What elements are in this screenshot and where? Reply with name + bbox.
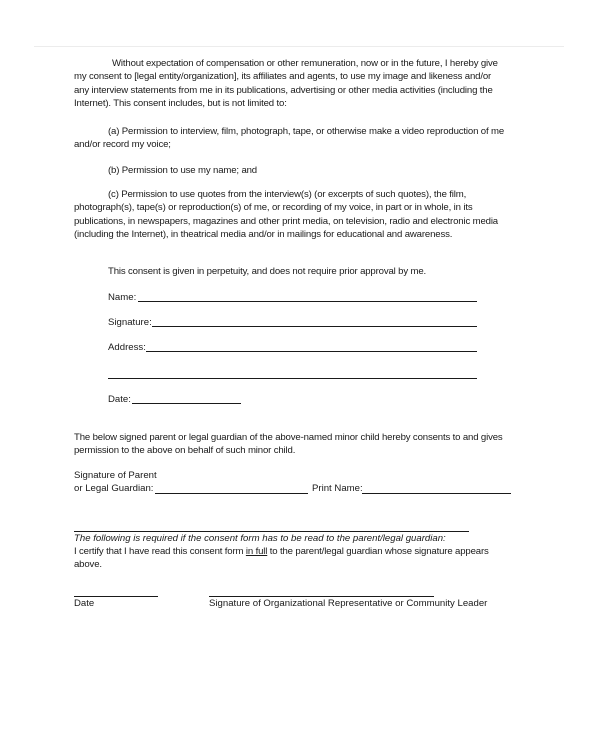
item-b-paragraph [108,164,257,177]
name-label: Name: [108,292,137,303]
guardian-paragraph [74,431,503,458]
certify-line-2: above. [74,559,102,571]
guardian-line: permission to the above on behalf of such minor child. [74,445,296,457]
intro-line: Internet). This consent includes, but is not limited to: [74,98,287,110]
address-input-line[interactable] [146,351,477,352]
certify-line: I certify that I have read this consent form in full to the parent/legal guardian whose signature appears [74,546,489,557]
address-label: Address: [108,342,146,353]
item-a-paragraph [74,125,504,152]
perpetuity-statement: This consent is given in perpetuity, and does not require prior approval by me. [108,266,427,277]
item-b-line: (b) Permission to use my name; and [108,165,257,176]
read-notice: The following is required if the consent form has to be read to the parent/legal guardian: [74,533,446,544]
item-a-line: (a) Permission to interview, film, photograph, tape, or otherwise make a video reproduction of me [108,126,505,137]
item-c-line: photograph(s), tape(s) or reproduction(s) of me, or recording of my voice, in part or in whole, in its [74,202,473,214]
footer-signature-input-line[interactable] [209,596,434,597]
item-c-line: (c) Permission to use quotes from the interview(s) (or excerpts of such quotes), the film, [108,189,467,200]
intro-line: Without expectation of compensation or other remuneration, now or in the future, I hereby give [112,58,498,69]
in-full-underlined: in full [245,546,268,557]
item-c-paragraph [74,188,498,242]
print-name-input-line[interactable] [362,493,511,494]
item-a-line: and/or record my voice; [74,139,171,151]
name-input-line[interactable] [138,301,477,302]
date-label: Date: [108,394,131,405]
certify-paragraph [74,545,489,572]
footer-signature-label: Signature of Organizational Representative or Community Leader [209,598,488,609]
guardian-line: The below signed parent or legal guardian of the above-named minor child hereby consents to and gives [74,432,503,443]
section-divider-line [74,531,469,532]
footer-date-label: Date [74,598,95,609]
guardian-signature-label: Signature of Parent [74,470,157,481]
guardian-signature-label-2: or Legal Guardian: [74,483,154,494]
print-name-label: Print Name: [312,483,363,494]
footer-date-input-line[interactable] [74,596,158,597]
intro-line: my consent to [legal entity/organization], its affiliates and agents, to use my image and likeness and/or [74,71,492,83]
intro-paragraph [74,57,498,111]
date-input-line[interactable] [132,403,241,404]
signature-label: Signature: [108,317,152,328]
top-divider [34,46,564,47]
address-input-line-2[interactable] [108,378,477,379]
signature-input-line[interactable] [152,326,477,327]
intro-line: any interview statements from me in its publications, advertising or other media activities (including the [74,84,493,96]
item-c-line: publications, in newspapers, magazines and other print media, on television, radio and electronic media [74,215,498,227]
item-c-line: (including the Internet), in theatrical media and/or in mailings for educational and awareness. [74,229,453,241]
guardian-signature-input-line[interactable] [155,493,308,494]
